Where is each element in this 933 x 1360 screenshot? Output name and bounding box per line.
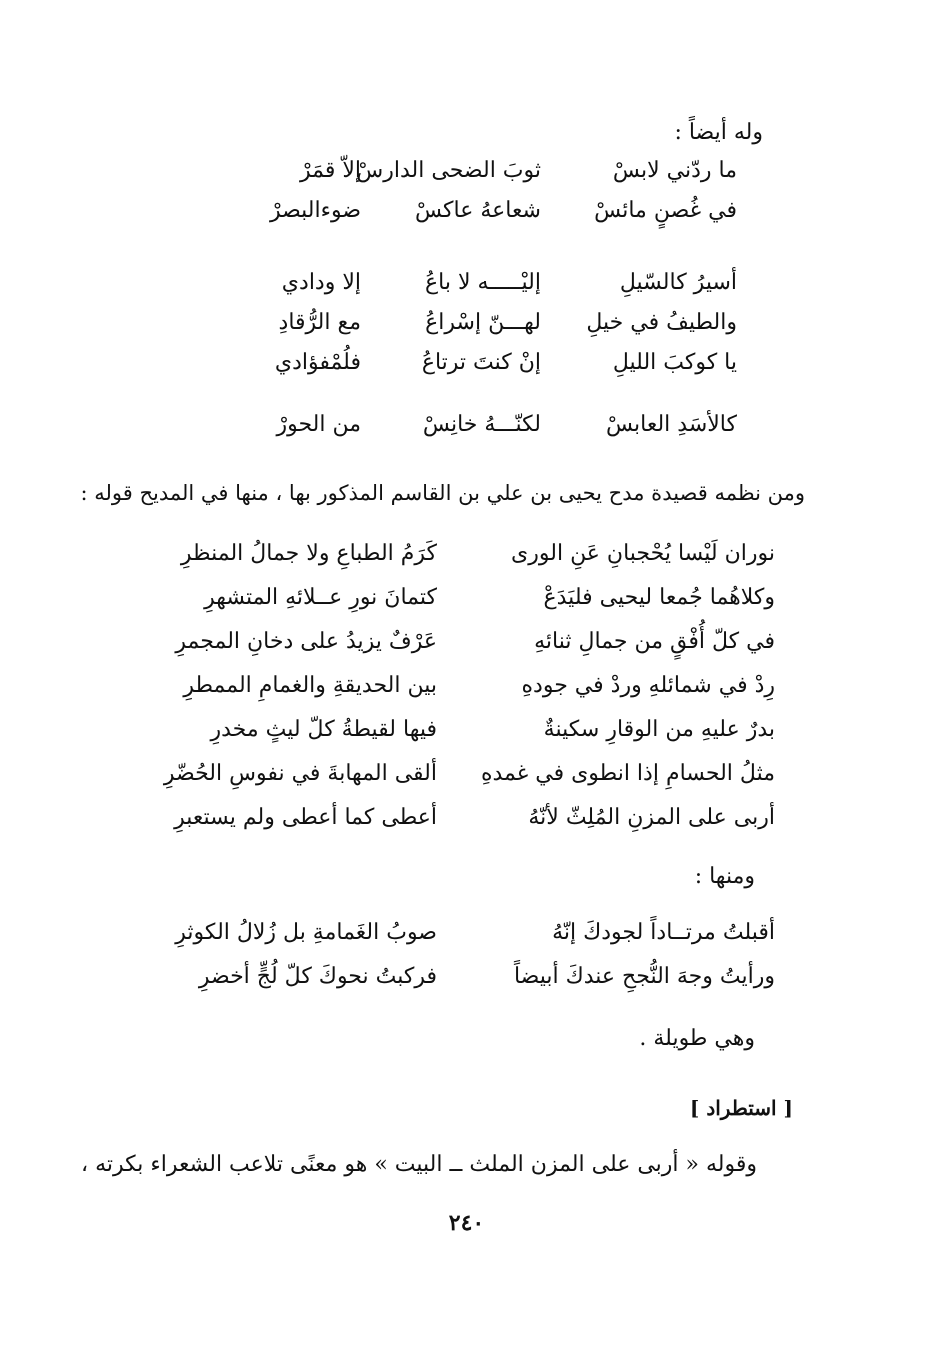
first-hemistich: في كلّ أُفْقٍ من جمالِ ثنائهِ [534,628,775,654]
verse-segment: لهـــنّ إسْراعُ [425,309,541,335]
second-hemistich: فيها لقيطةُ كلّ ليثٍ مخدرِ [210,716,437,742]
verse-line [125,795,775,839]
poem [125,910,775,998]
second-hemistich: بين الحديقةِ والغمامِ الممطرِ [183,672,437,698]
verse-line [191,262,737,302]
second-hemistich: كَرَمُ الطباعِ ولا جمالُ المنظرِ [180,540,437,566]
first-hemistich: رِدْ في شمائلهِ وردْ في جودهِ [521,672,775,698]
muwashshah-stanza [191,404,737,444]
closing-note: وهي طويلة . [639,1026,755,1051]
verse-segment: والطيفُ في خيلِ [586,309,737,335]
verse-segment: ضوءالبصرْ [269,197,361,223]
first-hemistich: أقبلتُ مرتــاداً لجودكَ إنّهُ [552,919,775,945]
verse-segment: ثوبَ الضحى الدارسْ [356,157,541,183]
verse-segment: مع الرُّقادِ [278,309,361,335]
verse-segment: إليْـــــه لا باعُ [425,269,541,295]
verse-line [125,619,775,663]
verse-segment: إلاّ قمَرْ [299,157,361,183]
verse-segment: إلا ودادي [281,269,361,295]
verse-line [125,707,775,751]
verse-segment: أسيرُ كالسّيلِ [619,269,737,295]
verse-line [125,575,775,619]
intro-line: ومن نظمه قصيدة مدح يحيى بن علي بن القاسم المذكور بها ، منها في المديح قوله : [80,481,805,505]
verse-line [191,404,737,444]
verse-segment: فلُمْفؤادي [274,349,361,375]
verse-line [191,342,737,382]
second-hemistich: عَرْفٌ يزيدُ على دخانِ المجمرِ [175,628,437,654]
verse-line [191,150,737,190]
muwashshah-stanza [191,150,737,230]
verse-line [191,302,737,342]
verse-line [125,751,775,795]
verse-segment: شعاعهُ عاكسْ [414,197,541,223]
first-hemistich: وكلاهُما جُمعا ليحيى فليَدَعْ [543,584,775,610]
first-hemistich: ورأيتُ وجهَ النُّجحِ عندكَ أبيضاً [513,963,775,989]
verse-segment: إنْ كنتَ ترتاعُ [421,349,541,375]
verse-segment: لكنّـــهُ خانِسْ [422,411,541,437]
intro-line: ومنها : [694,864,755,889]
verse-line [125,910,775,954]
verse-line [125,663,775,707]
verse-segment: في غُصنٍ مائسْ [594,197,737,223]
verse-segment: يا كوكبَ الليلِ [612,349,737,375]
verse-segment: كالأسَدِ العابسْ [605,411,737,437]
verse-line [125,954,775,998]
second-hemistich: فركبتُ نحوكَ كلّ لُجٍّ أخضرِ [198,963,437,989]
verse-segment: ما ردّني لابسْ [612,157,737,183]
first-hemistich: بدرٌ عليهِ من الوقارِ سكينةٌ [543,716,775,742]
first-hemistich: أربى على المزنِ المُلِثّ لأنّهُ [528,804,775,830]
section-heading: [ استطراد ] [689,1096,793,1120]
first-hemistich: مثلُ الحسامِ إذا انطوى في غمدهِ [480,760,775,786]
body-paragraph: وقوله « أربى على المزن الملث ــ البيت » هو معنًى تلاعب الشعراء بكرته ، [80,1152,757,1177]
second-hemistich: كتمانَ نورِ عــلائهِ المتشهرِ [204,584,437,610]
verse-line [125,531,775,575]
intro-line: وله أيضاً : [674,120,763,145]
poem [125,531,775,839]
verse-line [191,190,737,230]
verse-segment: من الحورْ [276,411,361,437]
second-hemistich: أعطى كما أعطى ولم يستعبرِ [174,804,437,830]
first-hemistich: نوران لَيْسا يُحْجبانِ عَنِ الورى [511,540,775,566]
second-hemistich: ألقى المهابةَ في نفوسِ الحُضّرِ [163,760,437,786]
muwashshah-stanza [191,262,737,382]
second-hemistich: صوبُ الغَمامةِ بل زُلالُ الكوثرِ [175,919,437,945]
page-number: ٢٤٠ [448,1210,485,1236]
